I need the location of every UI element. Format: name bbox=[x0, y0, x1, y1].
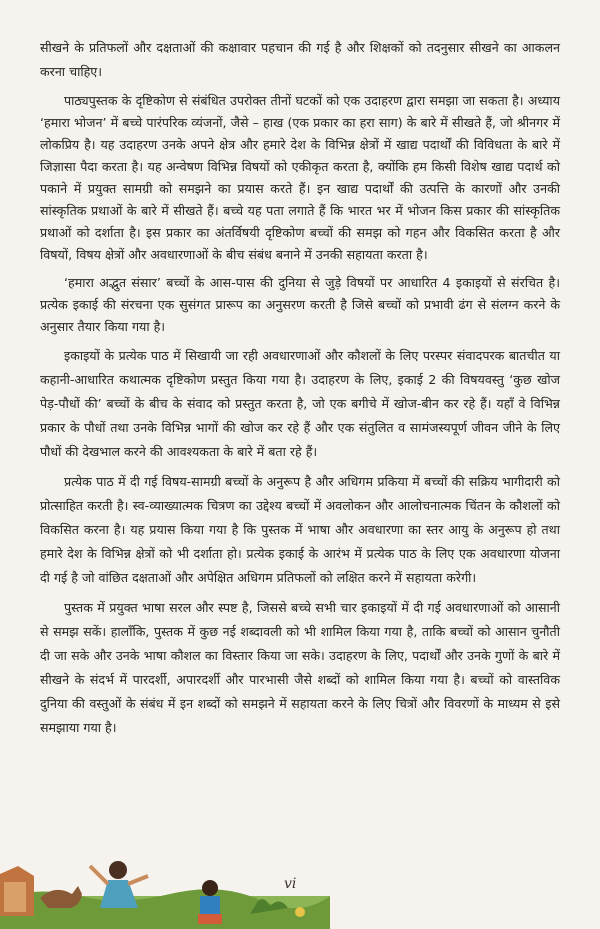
paragraph-book-structure: ‘हमारा अद्भुत संसार’ बच्चों के आस-पास की दुनिया से जुड़े विषयों पर आधारित 4 इकाइयों से संरचित है। प्रत्येक इकाई की संरचना एक सुसंगत प्रारूप का अनुसरण करती है जिसे बच्चों को प्रभावी ढंग से संलग्न करने के अनुसार तैयार किया गया है। bbox=[40, 275, 560, 334]
children-playing-illustration bbox=[0, 836, 330, 929]
paragraph-content-suitability: प्रत्येक पाठ में दी गई विषय-सामग्री बच्चों के अनुरूप है और अधिगम प्रकिया में बच्चों की सक्रिय भागीदारी को प्रोत्साहित करती है। स्व-व्याख्यात्मक चित्रण का उद्देश्य बच्चों में अवलोकन और आलोचनात्मक चिंतन के कौशलों को विकसित करना है। यह प्रयास किया गया है कि पुस्तक में भाषा और अवधारणा का स्तर आयु के अनुरूप हो तथा हमारे देश के विभिन्न क्षेत्रों को भी दर्शाता हो। प्रत्येक इकाई के आरंभ में प्रत्येक पाठ के लिए एक अवधारणा योजना दी गई है जो वांछित दक्षताओं और अपेक्षित अधिगम प्रतिफलों को लक्षित करने में सहायता करेगी। bbox=[40, 474, 560, 585]
paragraph-learning-outcomes: सीखने के प्रतिफलों और दक्षताओं की कक्षावार पहचान की गई है और शिक्षकों को तदनुसार सीखने का आकलन करना चाहिए। bbox=[40, 40, 560, 79]
hut-wall bbox=[4, 882, 26, 912]
boy-head bbox=[202, 880, 218, 896]
boy-shorts bbox=[198, 914, 222, 924]
paragraph-lesson-dialogue: इकाइयों के प्रत्येक पाठ में सिखायी जा रही अवधारणाओं और कौशलों के लिए परस्पर संवादपरक बातचीत या कहानी-आधारित कथात्मक दृष्टिकोण प्रस्तुत किया गया है। उदाहरण के लिए, इकाई 2 की विषयवस्तु ‘कुछ खोज पेड़-पौधों की’ बच्चों के बीच के संवाद को प्रस्तुत करता है, जो एक बगीचे में खोज-बीन कर रहे हैं। यहाँ वे विभिन्न प्रकार के पौधों तथा उनके विभिन्न भागों की खोज कर रहे हैं और एक संतुलित व सामंजस्यपूर्ण जीवन जीने के लिए पौधों की देखभाल करने की आवश्यकता के बारे में बता रहे हैं। bbox=[40, 348, 560, 459]
paragraph-textbook-approach: पाठ्यपुस्तक के दृष्टिकोण से संबंधित उपरोक्त तीनों घटकों को एक उदाहरण द्वारा समझा जा सकता है। अध्याय ‘हमारा भोजन’ में बच्चे पारंपरिक व्यंजनों, जैसे – हाख (एक प्रकार का हरा साग) के बारे में सीखते हैं, जो श्रीनगर में लोकप्रिय है। यह उदाहरण उनके अपने क्षेत्र और हमारे देश के विभिन्न क्षेत्रों में खाद्य पदार्थों की विविधता के बारे में जिज्ञासा पैदा करता है। यह अन्वेषण विभिन्न विषयों को एकीकृत करता है, क्योंकि हम किसी विशेष खाद्य पदार्थ को पकाने में प्रयुक्त सामग्री को समझने का प्रयास करते हैं। इन खाद्य पदार्थों की उत्पत्ति के कारणों और उनकी सांस्कृतिक प्रथाओं के बारे में सीखते हैं। बच्चे यह पता लगाते हैं कि भारत भर में भोजन किस प्रकार की सांस्कृतिक प्रथाओं को दर्शाता है। इस प्रकार का अंतर्विषयी दृष्टिकोण बच्चों की समझ को गहन और विकसित करता है और विषयों, विषय क्षेत्रों और अवधारणाओं के बीच संबंध बनाने में उनकी सहायता करता है। bbox=[40, 93, 560, 262]
paragraph-language-simple: पुस्तक में प्रयुक्त भाषा सरल और स्पष्ट है, जिससे बच्चे सभी चार इकाइयों में दी गई अवधारणाओं को आसानी से समझ सकें। हालाँकि, पुस्तक में कुछ नई शब्दावली को भी शामिल किया गया है, ताकि बच्चों को आसान चुनौती दी जा सके और उनके भाषा कौशल का विस्तार किया जा सके। उदाहरण के लिए, पदार्थों और उनके गुणों के बारे में सीखने के संदर्भ में पारदर्शी, अपारदर्शी और पारभासी जैसे शब्दों को शामिल किया गया है। बच्चों को वास्तविक दुनिया की वस्तुओं के संबंध में इन शब्दों को समझने में सहायता करने के लिए चित्रों और विवरणों के माध्यम से इसे समझाया गया है। bbox=[40, 600, 560, 735]
page-body bbox=[40, 36, 560, 746]
girl-head bbox=[109, 861, 127, 879]
girl-arm-left bbox=[90, 866, 108, 884]
girl-arm-right bbox=[128, 876, 148, 884]
boy-shirt bbox=[200, 896, 220, 914]
dog-figure bbox=[40, 886, 82, 908]
page-number: vi bbox=[284, 876, 297, 892]
flower bbox=[295, 907, 305, 917]
